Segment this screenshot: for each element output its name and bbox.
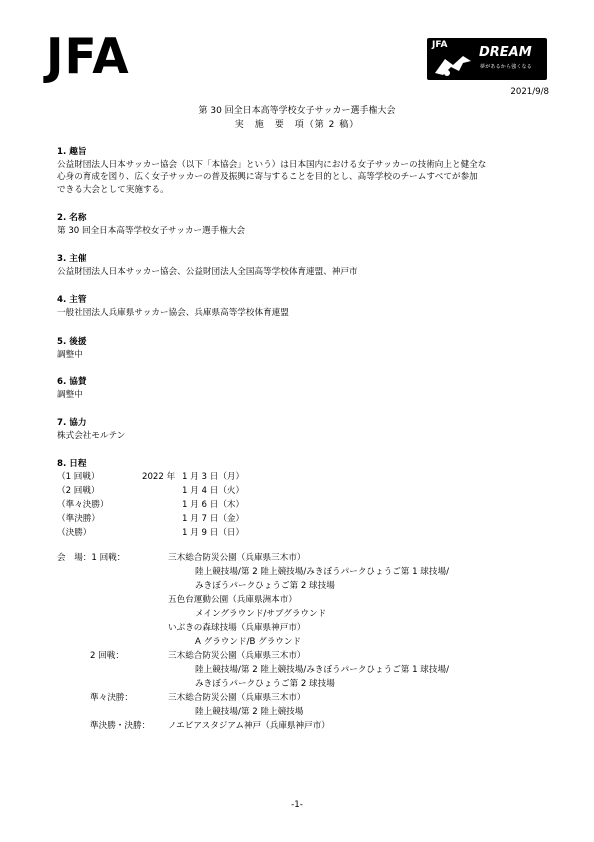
schedule-round: （決勝） [57,528,92,538]
paragraph-line: 心身の育成を図り、広く女子サッカーの普及振興に寄与することを目的とし、高等学校のチームすべてが参加 [57,172,478,183]
document-date: 2021/9/8 [510,87,549,97]
section-body: 調整中 [57,389,83,400]
schedule-year: 2022 年 [142,472,176,482]
section-heading: 2. 名称 [57,213,87,223]
schedule-date: 1 月 6 日（木） [182,500,245,510]
section-heading: 5. 後援 [57,337,87,347]
schedule-date: 1 月 7 日（金） [182,514,245,524]
venue-park: 三木総合防災公園（兵庫県三木市） [168,693,306,703]
venue-park: 五色台運動公園（兵庫県洲本市） [168,595,297,605]
section-sponsor [57,376,557,401]
section-support [57,336,557,361]
section-purpose [57,146,557,196]
venue-fields: 陸上競技場/第 2 陸上競技場/みきぼうパークひょうご第 1 球技場/ [195,567,449,577]
schedule-row [57,499,244,512]
venue-round-label: 2 回戦： [90,651,124,661]
paragraph-line: できる大会として実施する。 [57,184,169,195]
crow-emblem-icon [433,53,473,78]
section-body: 調整中 [57,349,83,360]
section-heading: 7. 協力 [57,418,87,428]
schedule-row [57,471,244,484]
venue-round-label: 準決勝・決勝： [90,721,151,731]
schedule-round: （2 回戦） [57,486,100,496]
jfa-logo: JFA [46,27,130,86]
schedule-date: 1 月 3 日（月） [182,472,245,482]
schedule-round: （準決勝） [57,514,100,524]
section-heading: 6. 協賛 [57,377,87,387]
section-body: 公益財団法人日本サッカー協会、公益財団法人全国高等学校体育連盟、神戸市 [57,266,358,277]
section-heading: 8. 日程 [57,459,87,469]
badge-jfa-text: JFA [432,40,448,50]
schedule-row [57,485,244,498]
section-body: 第 30 回全日本高等学校女子サッカー選手権大会 [57,225,246,236]
venue-fields: みきぼうパークひょうご第 2 球技場 [195,581,335,591]
schedule-round: （1 回戦） [57,472,100,482]
section-schedule [57,458,557,471]
venue-label: 会 場：1 回戦： [57,553,126,563]
schedule-row [57,513,244,526]
document-title: 第 30 回全日本高等学校女子サッカー選手権大会 [198,106,396,116]
venue-fields: 陸上競技場/第 2 陸上競技場/みきぼうパークひょうご第 1 球技場/ [195,665,449,675]
schedule-round: （準々決勝） [57,500,109,510]
paragraph-line: 公益財団法人日本サッカー協会（以下「本協会」という）は日本国内における女子サッカーの技術向上と健全な [57,159,487,170]
badge-subtext: 夢があるから強くなる [480,64,533,70]
venue-round-label: 準々決勝： [90,693,133,703]
venue-park: 三木総合防災公園（兵庫県三木市） [168,553,306,563]
section-body: 株式会社モルテン [57,430,126,441]
section-cooperation [57,417,557,442]
section-name [57,212,557,237]
page-number: -1- [291,800,303,810]
section-organizer [57,253,557,278]
section-host [57,294,557,319]
venue-park: いぶきの森球技場（兵庫県神戸市） [168,623,306,633]
venue-park: 三木総合防災公園（兵庫県三木市） [168,651,306,661]
section-body: 一般社団法人兵庫県サッカー協会、兵庫県高等学校体育連盟 [57,307,289,318]
venue-fields: メイングラウンド/サブグラウンド [195,609,327,619]
badge-dream-text: DREAM [479,45,532,60]
document-subtitle: 実 施 要 項（第 2 稿） [234,120,360,130]
venue-fields: A グラウンド/B グラウンド [195,637,302,647]
venue-fields: 陸上競技場/第 2 陸上競技場 [195,707,304,717]
schedule-date: 1 月 4 日（火） [182,486,245,496]
section-heading: 1. 趣旨 [57,147,87,157]
schedule-row [57,527,244,540]
section-heading: 4. 主管 [57,295,87,305]
venue-park: ノエビアスタジアム神戸（兵庫県神戸市） [168,721,330,731]
section-heading: 3. 主催 [57,254,87,264]
schedule-date: 1 月 9 日（日） [182,528,245,538]
jfa-dream-badge [427,38,547,80]
venue-fields: みきぼうパークひょうご第 2 球技場 [195,679,335,689]
